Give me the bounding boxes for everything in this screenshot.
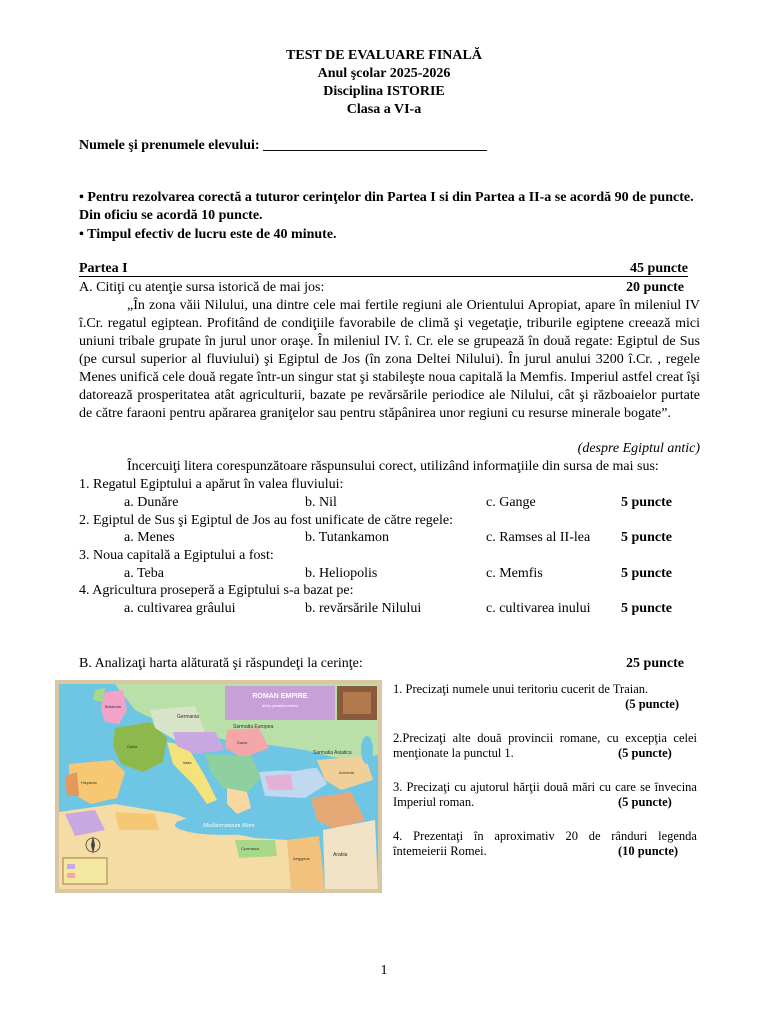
question-3: 3. Noua capitală a Egiptului a fost: [79, 548, 274, 563]
answer-3a: a. Teba [124, 566, 164, 581]
answer-1c: c. Gange [486, 495, 536, 510]
sectionB-question-3-points: (5 puncte) [618, 795, 672, 809]
map-label-arabia: Arabia [333, 852, 348, 858]
question-4: 4. Agricultura proseperă a Egiptului s-a bazat pe: [79, 583, 354, 598]
sectionB-question-4-points: (10 puncte) [618, 844, 679, 858]
sectionA-instruction: Încercuiţi litera corespunzătoare răspunsului corect, utilizând informaţiile din sursa de mai sus: [127, 459, 659, 474]
question-2: 2. Egiptul de Sus şi Egiptul de Jos au fost unificate de către regele: [79, 513, 454, 528]
answer-2b: b. Tutankamon [305, 530, 390, 545]
sectionB-question-2 [393, 731, 697, 761]
sectionB-question-4-text: 4. Prezentaţi în aproximativ 20 de rânduri legenda întemeierii Romei. [393, 829, 697, 858]
doc-title: TEST DE EVALUARE FINALĂ [286, 48, 482, 63]
instructions-points: • Pentru rezolvarea corectă a tuturor cerinţelor din Partea I si din Partea a II-a se acordă 90 de puncte. Din oficiu se acordă 10 puncte. [79, 190, 694, 223]
answer-2c: c. Ramses al II-lea [486, 530, 591, 545]
map-label-mediterraneum: Mediterraneum Mare [203, 823, 255, 829]
map-label-sarmatia-europea: Sarmatia Europea [233, 724, 274, 730]
sectionB-points: 25 puncte [626, 656, 684, 671]
question-1-points: 5 puncte [621, 495, 672, 510]
sectionB-question-3 [393, 780, 697, 810]
answer-3b: b. Heliopolis [305, 566, 378, 581]
map-label-aegyptus: Aegyptus [293, 856, 310, 861]
part1-title: Partea I [79, 261, 128, 276]
map-title: ROMAN EMPIRE [252, 693, 308, 700]
sectionB-question-1 [393, 682, 697, 712]
sectionA-label: A. Citiţi cu atenţie sursa istorică de mai jos: [79, 280, 325, 295]
discipline: Disciplina ISTORIE [323, 84, 445, 99]
sectionB-question-1-text: 1. Precizaţi numele unui teritoriu cucerit de Traian. [393, 682, 649, 696]
part1-header [79, 261, 688, 277]
sectionB-label: B. Analizaţi harta alăturată şi răspundeţi la cerinţe: [79, 656, 363, 671]
sectionB-header [79, 655, 684, 673]
map-label-armenia: Armenia [339, 770, 354, 775]
page-number: 1 [380, 963, 388, 978]
question-2-points: 5 puncte [621, 530, 672, 545]
part1-points: 45 puncte [630, 261, 688, 276]
map-label-germania: Germania [177, 714, 199, 720]
student-name-field: Numele şi prenumele elevului: ________________________________ [79, 138, 488, 153]
answer-4c: c. cultivarea inului [486, 601, 591, 616]
sectionB-question-2-text: 2.Precizaţi alte două provincii romane, cu excepţia celei menţionate la punctul 1. [393, 731, 697, 760]
answer-3c: c. Memfis [486, 566, 543, 581]
map-subtitle: at its greatest extent [261, 703, 299, 708]
class-level: Clasa a VI-a [346, 102, 422, 117]
answer-4b: b. revărsările Nilului [305, 601, 422, 616]
source-citation: (despre Egiptul antic) [577, 441, 700, 456]
question-4-points: 5 puncte [621, 601, 672, 616]
question-1: 1. Regatul Egiptului a apărut în valea fluviului: [79, 477, 344, 492]
answer-1a: a. Dunăre [124, 495, 179, 510]
roman-empire-map [55, 680, 382, 893]
sectionA-header [79, 279, 684, 297]
source-text: „În zona văii Nilului, una dintre cele mai fertile regiuni ale Orientului Apropiat, apare în mileniul IV î.Cr. regatul egiptean. Profitând de condiţiile favorabile de climă şi vegetaţie, triburile egiptene creează mici uniuni tribale grupate în jurul unor oraşe. În mileniul IV. î. Cr. ele se grupează în două regate: Egiptul de Sus (pe cursul superior al fluviului) şi Egiptul de Jos (în zona Deltei Nilului). În jurul anului 3200 î.Cr. , regele Menes unifică cele două regate într-un singur stat şi stabileşte noua capitală la Memfis. Imperiul astfel creat îşi datorează prosperitatea atât agriculturii, bazate pe revărsările periodice ale Nilului, cât şi războaielor purtate de către faraoni pentru apărarea graniţelor sau pentru stăpânirea unor regiuni cu resurse minerale bogate”. [79, 298, 700, 421]
map-label-sarmatia-asiatica: Sarmatia Asiatica [313, 750, 352, 756]
answer-1b: b. Nil [305, 495, 337, 510]
answer-2a: a. Menes [124, 530, 175, 545]
school-year: Anul şcolar 2025-2026 [317, 66, 451, 81]
sectionB-question-1-points: (5 puncte) [625, 697, 679, 711]
map-label-britannia: Britannia [105, 704, 121, 709]
map-label-hispania: Hispania [81, 780, 97, 785]
map-label-cyrenaica: Cyrenaica [241, 846, 260, 851]
map-label-dacia: Dacia [237, 740, 248, 745]
question-3-points: 5 puncte [621, 566, 672, 581]
sectionB-question-2-points: (5 puncte) [618, 746, 672, 760]
sectionB-question-3-text: 3. Precizaţi cu ajutorul hărţii două mări cu care se învecina Imperiul roman. [393, 780, 697, 809]
sectionB-question-4 [393, 829, 697, 859]
map-label-italia: Italia [183, 760, 192, 765]
instructions-time: • Timpul efectiv de lucru este de 40 minute. [79, 227, 337, 242]
sectionA-points: 20 puncte [626, 280, 684, 295]
map-label-gallia: Gallia [127, 744, 138, 749]
answer-4a: a. cultivarea grâului [124, 601, 236, 616]
